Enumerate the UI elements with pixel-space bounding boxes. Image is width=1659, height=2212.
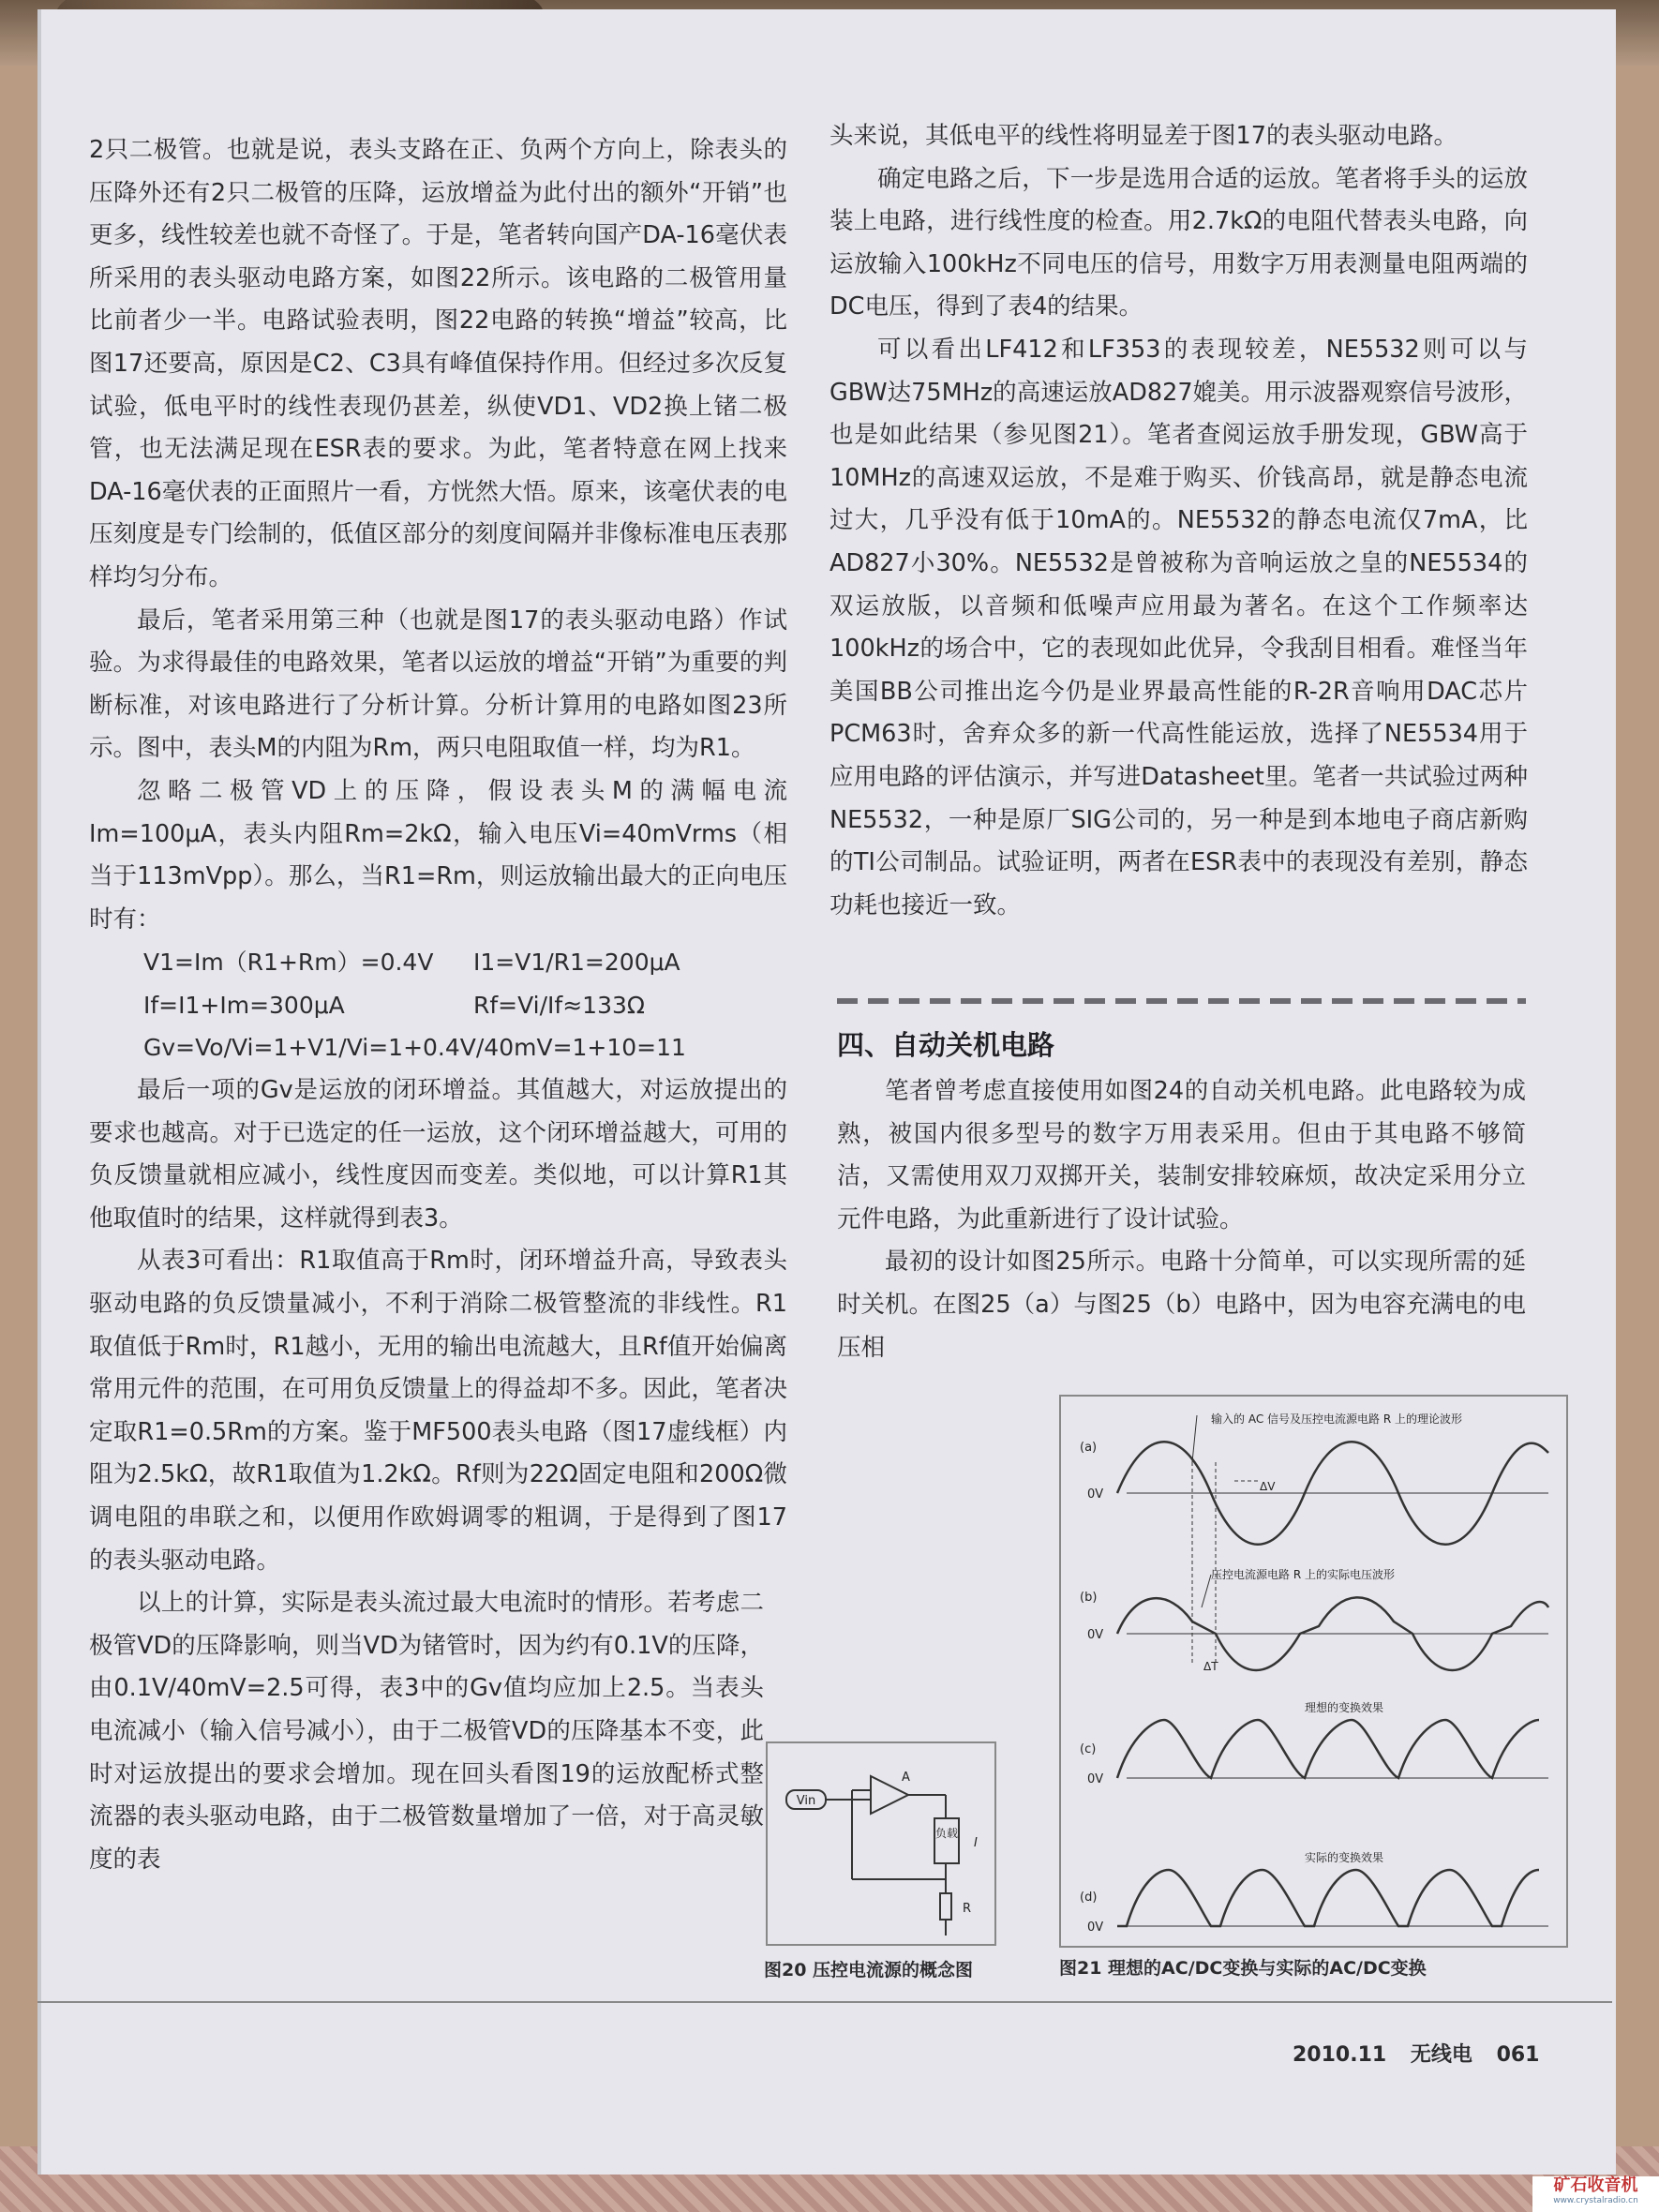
current-label: I bbox=[974, 1836, 978, 1850]
amp-label: A bbox=[902, 1771, 910, 1785]
figure-20 bbox=[766, 1741, 996, 1946]
paragraph: 2只二极管。也就是说，表头支路在正、负两个方向上，除表头的压降外还有2只二极管的压降，运放增益为此付出的额外“开销”也更多，线性较差也就不奇怪了。于是，笔者转向国产DA-16毫伏表所采用的表头驱动电路方案，如图22所示。该电路的二极管用量比前者少一半。电路试验表明，图22电路的转换“增益”较高，比图17还要高，原因是C2、C3具有峰值保持作用。但经过多次反复试验，低电平时的线性表现仍甚差，纵使VD1、VD2换上锗二极管，也无法满足现在ESR表的要求。为此，笔者特意在网上找来DA-16毫伏表的正面照片一看，方恍然大悟。原来，该毫伏表的电压刻度是专门绘制的，低值区部分的刻度间隔并非像标准电压表那样均匀分布。 bbox=[89, 136, 787, 591]
footer-rule bbox=[37, 2001, 1612, 2003]
paragraph: 从表3可看出：R1取值高于Rm时，闭环增益升高，导致表头驱动电路的负反馈量减小，不利于消除二极管整流的非线性。R1取值低于Rm时，R1越小，无用的输出电流越大，且Rf值开始偏离常用元件的范围，在可用负反馈量上的得益却不多。因此，笔者决定取R1=0.5Rm的方案。鉴于MF500表头电路（图17虚线框）内阻为2.5kΩ，故R1取值为1.2kΩ。Rf则为22Ω固定电阻和200Ω微调电阻的串联之和，以便用作欧姆调零的粗调，于是得到了图17的表头驱动电路。 bbox=[89, 1247, 787, 1575]
label-b: (b) bbox=[1080, 1591, 1098, 1605]
load-label: 负载 bbox=[934, 1827, 959, 1840]
zero-label: 0V bbox=[1087, 1628, 1104, 1642]
page-footer bbox=[1293, 2039, 1557, 2068]
section-title: 四、自动关机电路 bbox=[837, 1029, 1055, 1061]
paragraph: 笔者曾考虑直接使用如图24的自动关机电路。此电路较为成熟，被国内很多型号的数字万用表采用。但由于其电路不够简洁，又需使用双刀双掷开关，装制安排较麻烦，故决定采用分立元件电路，为此重新进行了设计试验。 bbox=[837, 1077, 1526, 1233]
left-column bbox=[89, 129, 787, 1881]
figure-21 bbox=[1059, 1395, 1568, 1948]
figure-21-caption: 图21 理想的AC/DC变换与实际的AC/DC变换 bbox=[1059, 1958, 1427, 1979]
equation: V1=Im（R1+Rm）=0.4V bbox=[143, 949, 434, 977]
delta-v: ΔV bbox=[1260, 1480, 1276, 1493]
equation: If=I1+Im=300μA bbox=[143, 991, 345, 1019]
watermark-url: www.crystalradio.cn bbox=[1553, 2196, 1638, 2205]
circuit-diagram bbox=[768, 1743, 994, 1944]
leader-line bbox=[1202, 1575, 1211, 1607]
issue-date: 2010.11 bbox=[1293, 2043, 1387, 2067]
zero-label: 0V bbox=[1087, 1772, 1104, 1786]
equation: Rf=Vi/If≈133Ω bbox=[473, 991, 645, 1019]
section-divider bbox=[837, 998, 1526, 1004]
figure-20-caption: 图20 压控电流源的概念图 bbox=[764, 1960, 974, 1980]
load-box bbox=[934, 1818, 959, 1863]
watermark-title: 矿石收音机 bbox=[1553, 2175, 1638, 2195]
label-a: (a) bbox=[1080, 1441, 1098, 1455]
actual-rectified-wave bbox=[1117, 1870, 1539, 1926]
paragraph: 忽略二极管VD上的压降，假设表头M的满幅电流Im=100μA，表头内阻Rm=2kΩ，输入电压Vi=40mVrms（相当于113mVpp）。那么，当R1=Rm，则运放输出最大的正向电压时有： bbox=[89, 776, 787, 934]
leader-line bbox=[1192, 1415, 1197, 1462]
equation-row bbox=[89, 984, 787, 1027]
equation: I1=V1/R1=200μA bbox=[473, 949, 680, 977]
waveform-diagram bbox=[1061, 1397, 1566, 1946]
magazine-name: 无线电 bbox=[1410, 2043, 1472, 2067]
paragraph: 最后，笔者采用第三种（也就是图17的表头驱动电路）作试验。为求得最佳的电路效果，笔者以运放的增益“开销”为重要的判断标准，对该电路进行了分析计算。分析计算用的电路如图23所示。图中，表头M的内阻为Rm，两只电阻取值一样，均为R1。 bbox=[89, 605, 787, 763]
ideal-rectified-wave bbox=[1117, 1720, 1539, 1778]
zero-label: 0V bbox=[1087, 1921, 1104, 1935]
paragraph: 可以看出LF412和LF353的表现较差，NE5532则可以与GBW达75MHz的高速运放AD827媲美。用示波器观察信号波形，也是如此结果（参见图21）。笔者查阅运放手册发现，GBW高于10MHz的高速双运放，不是难于购买、价钱高昂，就是静态电流过大，几乎没有低于10mA的。NE5532的静态电流仅7mA，比AD827小30%。NE5532是曾被称为音响运放之皇的NE5534的双运放版，以音频和低噪声应用最为著名。在这个工作频率达100kHz的场合中，它的表现如此优异，令我刮目相看。难怪当年美国BB公司推出迄今仍是业界最高性能的R-2R音响用DAC芯片PCM63时，舍弃众多的新一代高性能运放，选择了NE5534用于应用电路的评估演示，并写进Datasheet里。笔者一共试验过两种NE5532，一种是原厂SIG公司的，另一种是到本地电子商店新购的TI公司制品。试验证明，两者在ESR表中的表现没有差别，静态功耗也接近一致。 bbox=[830, 335, 1528, 919]
paragraph: 最初的设计如图25所示。电路十分简单，可以实现所需的延时关机。在图25（a）与图25（b）电路中，因为电容充满电的电压相 bbox=[837, 1248, 1526, 1362]
note-b: 压控电流源电路 R 上的实际电压波形 bbox=[1211, 1568, 1395, 1581]
delta-t: ΔT bbox=[1203, 1660, 1218, 1673]
note-c: 理想的变换效果 bbox=[1305, 1701, 1384, 1714]
equation-row bbox=[89, 1026, 787, 1069]
equation-row bbox=[89, 941, 787, 984]
equation: Gv=Vo/Vi=1+V1/Vi=1+0.4V/40mV=1+10=11 bbox=[143, 1034, 686, 1062]
right-column bbox=[830, 115, 1528, 927]
resistor-label: R bbox=[963, 1902, 972, 1916]
page-number: 061 bbox=[1496, 2043, 1540, 2067]
zero-label: 0V bbox=[1087, 1487, 1104, 1502]
right-column-section bbox=[837, 1070, 1526, 1369]
watermark bbox=[1532, 2176, 1659, 2212]
paragraph: 以上的计算，实际是表头流过最大电流时的情形。若考虑二极管VD的压降影响，则当VD为锗管时，因为约有0.1V的压降，由0.1V/40mV=2.5可得，表3中的Gv值均应加上2.5。当表头电流减小（输入信号减小），由于二极管VD的压降基本不变，此时对运放提出的要求会增加。现在回头看图19的运放配桥式整流器的表头驱动电路，由于二极管数量增加了一倍，对于高灵敏度的表 bbox=[89, 1589, 764, 1874]
label-c: (c) bbox=[1080, 1742, 1097, 1756]
note-a: 输入的 AC 信号及压控电流源电路 R 上的理论波形 bbox=[1211, 1412, 1462, 1426]
note-d: 实际的变换效果 bbox=[1305, 1851, 1384, 1864]
paragraph: 确定电路之后，下一步是选用合适的运放。笔者将手头的运放装上电路，进行线性度的检查。用2.7kΩ的电阻代替表头电路，向运放输入100kHz不同电压的信号，用数字万用表测量电阻两端的DC电压，得到了表4的结果。 bbox=[830, 164, 1528, 321]
paragraph: 最后一项的Gv是运放的闭环增益。其值越大，对运放提出的要求也越高。对于已选定的任一运放，这个闭环增益越大，可用的负反馈量就相应减小，线性度因而变差。类似地，可以计算R1其他取值时的结果，这样就得到表3。 bbox=[89, 1076, 787, 1233]
paragraph: 头来说，其低电平的线性将明显差于图17的表头驱动电路。 bbox=[830, 122, 1457, 150]
label-d: (d) bbox=[1080, 1891, 1098, 1905]
resistor bbox=[940, 1893, 951, 1920]
vin-label: Vin bbox=[796, 1794, 816, 1808]
